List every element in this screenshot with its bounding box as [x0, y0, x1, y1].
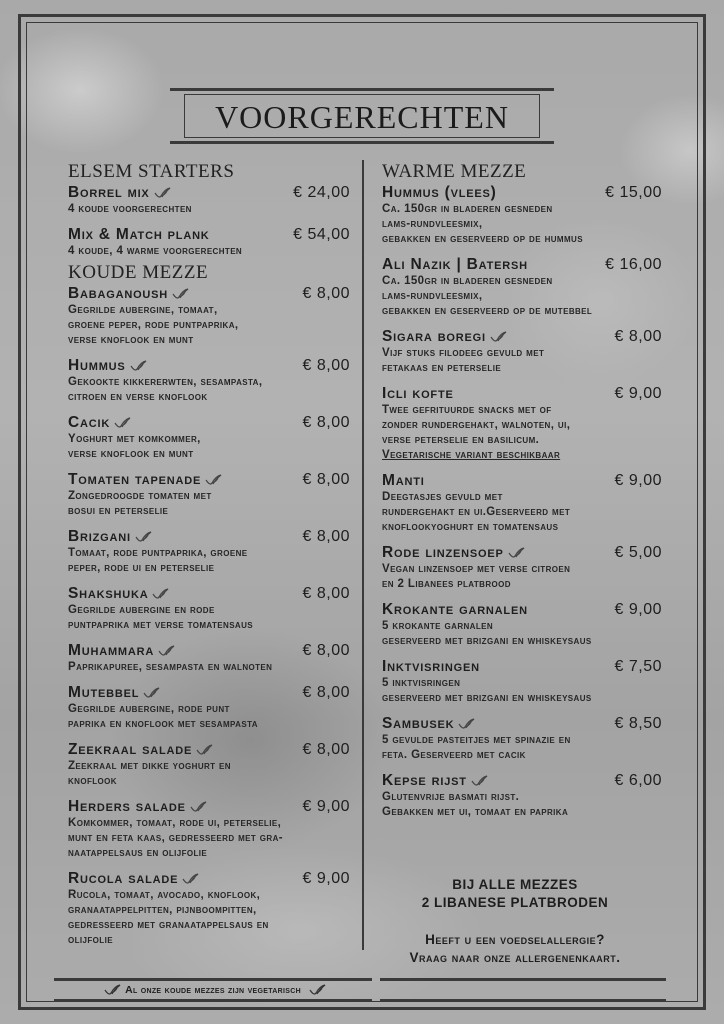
- left-column: [68, 160, 350, 957]
- item-description: Gekookte kikkererwten, sesampasta,: [68, 376, 263, 388]
- vegetarian-leaf-icon: [507, 547, 525, 559]
- item-description: Paprikapuree, sesampasta en walnoten: [68, 661, 273, 673]
- vegetarian-leaf-icon: [189, 801, 207, 813]
- menu-item: [68, 684, 350, 732]
- item-description: lams-rundvleesmix,: [382, 290, 483, 302]
- item-name: Sambusek: [382, 715, 455, 732]
- item-description: Deegtasjes gevuld met: [382, 491, 503, 503]
- item-description: Gegrilde aubergine, rode punt: [68, 703, 230, 715]
- item-description: gebakken en geserveerd op de mutebbel: [382, 305, 593, 317]
- item-description: 4 koude voorgerechten: [68, 203, 192, 215]
- item-price: € 7,50: [614, 658, 662, 675]
- item-name: Babaganoush: [68, 285, 169, 302]
- item-name: Icli kofte: [382, 385, 454, 402]
- item-description: gedresseerd met granaatappelsaus en: [68, 919, 269, 931]
- vegetarian-leaf-icon: [134, 531, 152, 543]
- item-description: verse knoflook en munt: [68, 334, 194, 346]
- item-description: 5 gevulde pasteitjes met spinazie en: [382, 734, 571, 746]
- item-price: € 8,00: [302, 528, 350, 545]
- item-description: citroen en verse knoflook: [68, 391, 208, 403]
- menu-item: [68, 414, 350, 462]
- item-description: munt en feta kaas, gedresseerd met gra-: [68, 832, 283, 844]
- item-price: € 9,00: [302, 870, 350, 887]
- item-price: € 5,00: [614, 544, 662, 561]
- item-description: verse knoflook en munt: [68, 448, 194, 460]
- item-description: rundergehakt en ui.Geserveerd met: [382, 506, 571, 518]
- item-price: € 8,00: [302, 741, 350, 758]
- item-price: € 6,00: [614, 772, 662, 789]
- title-banner: [148, 84, 576, 148]
- item-note: Vegetarische variant beschikbaar: [382, 449, 561, 461]
- vegetarian-leaf-icon: [489, 331, 507, 343]
- item-description: paprika en knoflook met sesampasta: [68, 718, 258, 730]
- bread-note: [370, 876, 660, 912]
- item-description: olijfolie: [68, 934, 113, 946]
- item-description: Glutenvrije basmati rijst.: [382, 791, 520, 803]
- menu-item: [382, 385, 662, 463]
- item-price: € 9,00: [614, 472, 662, 489]
- menu-item: [382, 544, 662, 592]
- vegetarian-leaf-icon: [181, 873, 199, 885]
- vegetarian-leaf-icon: [153, 187, 171, 199]
- item-name: Borrel mix: [68, 184, 150, 201]
- item-description: Zeekraal met dikke yoghurt en: [68, 760, 231, 772]
- item-description: geserveerd met brizgani en whiskeysaus: [382, 635, 592, 647]
- item-description: knoflook: [68, 775, 117, 787]
- item-description: 5 inktvisringen: [382, 677, 461, 689]
- item-description: groene peper, rode puntpaprika,: [68, 319, 239, 331]
- item-description: lams-rundvleesmix,: [382, 218, 483, 230]
- item-description: geserveerd met brizgani en whiskeysaus: [382, 692, 592, 704]
- item-name: Muhammara: [68, 642, 155, 659]
- item-description: peper, rode ui en peterselie: [68, 562, 215, 574]
- vegetarian-leaf-icon: [457, 718, 475, 730]
- menu-item: [68, 471, 350, 519]
- item-price: € 9,00: [614, 385, 662, 402]
- item-price: € 8,00: [302, 471, 350, 488]
- menu-item: [382, 472, 662, 535]
- item-price: € 8,00: [302, 414, 350, 431]
- menu-item: [68, 226, 350, 259]
- vegetarian-leaf-icon: [308, 984, 326, 996]
- item-description: granaatappelpitten, pijnboompitten,: [68, 904, 257, 916]
- item-description: bosui en peterselie: [68, 505, 169, 517]
- menu-item: [68, 528, 350, 576]
- item-price: € 54,00: [293, 226, 350, 243]
- item-description: Gegrilde aubergine en rode: [68, 604, 215, 616]
- item-price: € 8,00: [302, 642, 350, 659]
- item-description: Gebakken met ui, tomaat en paprika: [382, 806, 569, 818]
- vegetarian-leaf-icon: [195, 744, 213, 756]
- menu-item: [68, 184, 350, 217]
- menu-item: [68, 741, 350, 789]
- menu-item: [382, 601, 662, 649]
- footer-banner: [54, 978, 372, 1002]
- item-name: Rucola salade: [68, 870, 179, 887]
- item-description: Rucola, tomaat, avocado, knoflook,: [68, 889, 261, 901]
- allergy-note-line: Vraag naar onze allergenenkaart.: [409, 950, 621, 965]
- item-description: knoflookyoghurt en tomatensaus: [382, 521, 559, 533]
- item-name: Shakshuka: [68, 585, 149, 602]
- item-description: gebakken en geserveerd op de hummus: [382, 233, 583, 245]
- item-price: € 8,00: [302, 684, 350, 701]
- item-price: € 16,00: [605, 256, 662, 273]
- item-name: Tomaten tapenade: [68, 471, 202, 488]
- item-name: Herders salade: [68, 798, 186, 815]
- menu-item: [68, 870, 350, 948]
- item-description: puntpaprika met verse tomatensaus: [68, 619, 254, 631]
- item-description: fetakaas en peterselie: [382, 362, 502, 374]
- item-name: Sigara boregi: [382, 328, 486, 345]
- item-name: Rode linzensoep: [382, 544, 504, 561]
- footer-banner-right: [380, 978, 666, 1002]
- item-description: Gegrilde aubergine, tomaat,: [68, 304, 218, 316]
- vegetarian-leaf-icon: [113, 417, 131, 429]
- menu-item: [382, 772, 662, 820]
- item-price: € 8,00: [614, 328, 662, 345]
- item-name: Kepse rijst: [382, 772, 467, 789]
- item-name: Hummus: [68, 357, 126, 374]
- item-name: Brizgani: [68, 528, 131, 545]
- item-name: Mutebbel: [68, 684, 140, 701]
- menu-item: [382, 658, 662, 706]
- menu-item: [68, 642, 350, 675]
- item-description: verse peterselie en basilicum.: [382, 434, 540, 446]
- vegetarian-leaf-icon: [151, 588, 169, 600]
- item-description: Ca. 150gr in bladeren gesneden: [382, 203, 553, 215]
- bread-note-line: BIJ ALLE MEZZES: [452, 877, 578, 892]
- vegetarian-leaf-icon: [142, 687, 160, 699]
- vegetarian-leaf-icon: [171, 288, 189, 300]
- vegetarian-leaf-icon: [157, 645, 175, 657]
- item-description: 5 krokante garnalen: [382, 620, 494, 632]
- item-price: € 24,00: [293, 184, 350, 201]
- column-divider: [362, 160, 364, 950]
- right-column: [382, 160, 662, 829]
- item-description: Vegan linzensoep met verse citroen: [382, 563, 571, 575]
- menu-item: [68, 357, 350, 405]
- menu-item: [382, 328, 662, 376]
- item-name: Cacik: [68, 414, 111, 431]
- menu-item: [68, 585, 350, 633]
- item-price: € 8,00: [302, 585, 350, 602]
- menu-item: [68, 285, 350, 348]
- item-description: Twee gefrituurde snacks met of: [382, 404, 552, 416]
- menu-item: [382, 715, 662, 763]
- item-description: 4 koude, 4 warme voorgerechten: [68, 245, 243, 257]
- item-name: Zeekraal salade: [68, 741, 193, 758]
- item-name: Mix & Match plank: [68, 226, 210, 243]
- item-price: € 8,00: [302, 357, 350, 374]
- item-name: Krokante garnalen: [382, 601, 528, 618]
- section-heading: KOUDE MEZZE: [68, 262, 209, 283]
- vegetarian-leaf-icon: [103, 984, 121, 996]
- item-description: Komkommer, tomaat, rode ui, peterselie,: [68, 817, 282, 829]
- vegetarian-leaf-icon: [129, 360, 147, 372]
- page-title: VOORGERECHTEN: [215, 99, 509, 135]
- menu-item: [382, 256, 662, 319]
- item-description: Vijf stuks filodeeg gevuld met: [382, 347, 545, 359]
- section-heading: WARME MEZZE: [382, 161, 527, 182]
- item-description: en 2 Libanees platbrood: [382, 578, 511, 590]
- section-heading: ELSEM STARTERS: [68, 161, 235, 182]
- item-description: naatappelsaus en olijfolie: [68, 847, 208, 859]
- vegetarian-leaf-icon: [204, 474, 222, 486]
- item-price: € 9,00: [614, 601, 662, 618]
- item-description: feta. Geserveerd met cacik: [382, 749, 526, 761]
- item-price: € 8,50: [614, 715, 662, 732]
- menu-item: [68, 798, 350, 861]
- item-description: Tomaat, rode puntpaprika, groene: [68, 547, 248, 559]
- item-description: Zongedroogde tomaten met: [68, 490, 212, 502]
- item-price: € 15,00: [605, 184, 662, 201]
- footer-text: Al onze koude mezzes zijn vegetarisch: [125, 984, 301, 996]
- item-description: zonder rundergehakt, walnoten, ui,: [382, 419, 571, 431]
- item-name: Manti: [382, 472, 425, 489]
- item-name: Ali Nazik | Batersh: [382, 256, 528, 273]
- vegetarian-leaf-icon: [470, 775, 488, 787]
- bread-note-line: 2 LIBANESE PLATBRODEN: [421, 895, 609, 910]
- allergy-note-line: Heeft u een voedselallergie?: [425, 932, 605, 947]
- item-name: Hummus (vlees): [382, 184, 497, 201]
- menu-item: [382, 184, 662, 247]
- item-description: Ca. 150gr in bladeren gesneden: [382, 275, 553, 287]
- item-name: Inktvisringen: [382, 658, 480, 675]
- item-price: € 9,00: [302, 798, 350, 815]
- allergy-note: [370, 931, 660, 967]
- item-price: € 8,00: [302, 285, 350, 302]
- item-description: Yoghurt met komkommer,: [68, 433, 201, 445]
